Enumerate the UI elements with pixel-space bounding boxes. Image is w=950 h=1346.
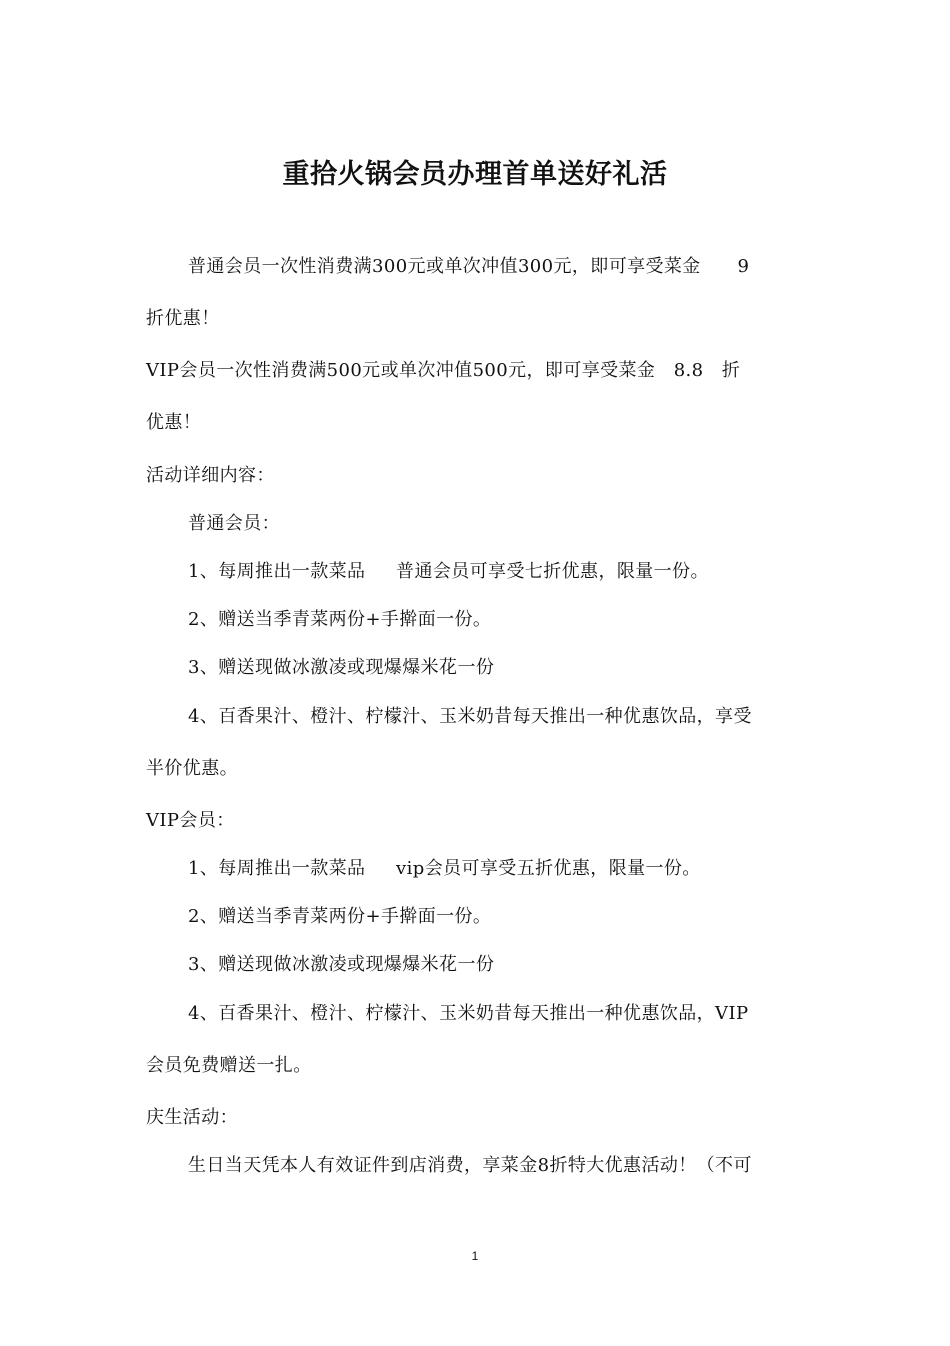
section-heading: 庆生活动： [146,1107,238,1128]
subsection-heading: VIP会员： [146,810,235,831]
paragraph-line: VIP会员一次性消费满500元或单次冲值500元，即可享受菜金 8.8 折 [146,360,741,381]
subsection-heading: 普通会员： [188,513,280,534]
list-item: 4、百香果汁、橙汁、柠檬汁、玉米奶昔每天推出一种优惠饮品，享受 [188,706,752,727]
paragraph-line: 优惠！ [146,412,202,433]
list-item: 3、赠送现做冰激凌或现爆爆米花一份 [188,954,495,975]
paragraph-line: 半价优惠。 [146,758,238,779]
list-item: 3、赠送现做冰激凌或现爆爆米花一份 [188,657,495,678]
list-item: 1、每周推出一款菜品 普通会员可享受七折优惠，限量一份。 [188,561,709,582]
paragraph-line: 会员免费赠送一扎。 [146,1055,312,1076]
list-item: 2、赠送当季青菜两份+手擀面一份。 [188,609,492,630]
list-item: 1、每周推出一款菜品 vip会员可享受五折优惠，限量一份。 [188,858,701,879]
section-heading: 活动详细内容： [146,465,275,486]
list-item: 2、赠送当季青菜两份+手擀面一份。 [188,906,492,927]
document-title: 重拾火锅会员办理首单送好礼活 [282,159,668,190]
list-item: 4、百香果汁、橙汁、柠檬汁、玉米奶昔每天推出一种优惠饮品，VIP [188,1003,749,1024]
paragraph-line: 折优惠！ [146,308,220,329]
paragraph-line: 生日当天凭本人有效证件到店消费，享菜金8折特大优惠活动！（不可 [188,1155,752,1176]
paragraph-line: 普通会员一次性消费满300元或单次冲值300元，即可享受菜金 9 [188,256,750,277]
page-number: 1 [471,1249,479,1263]
